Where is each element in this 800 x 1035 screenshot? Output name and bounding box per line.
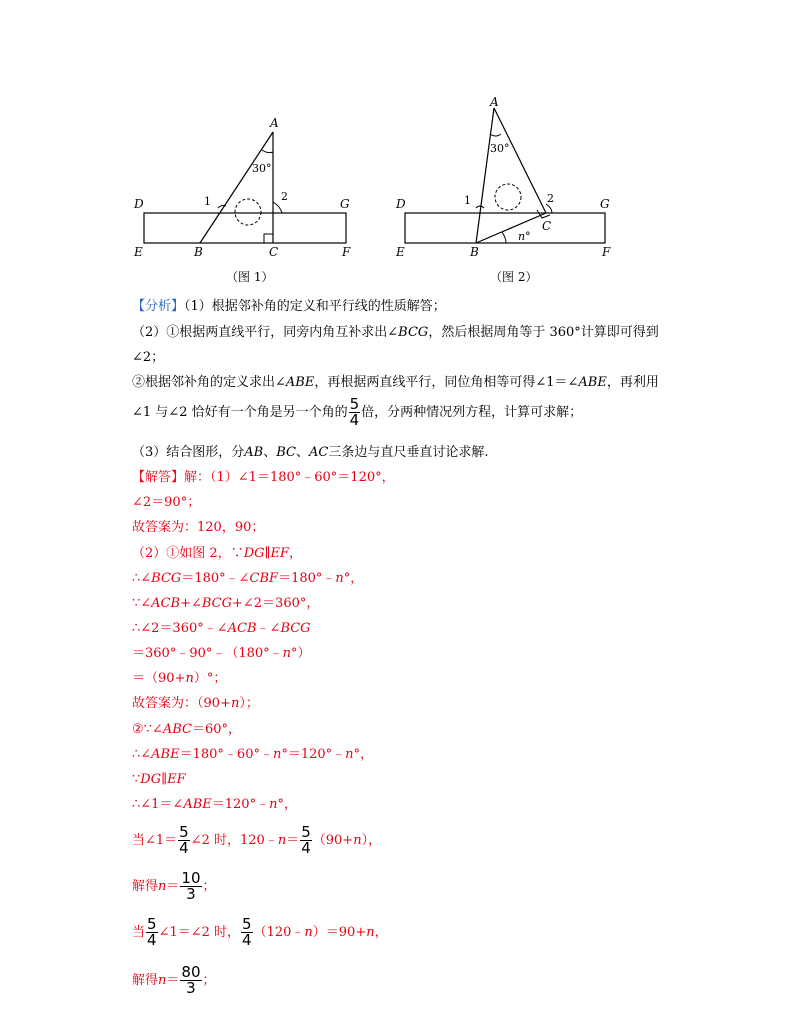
fig1-label-d: D bbox=[134, 197, 144, 211]
fig1-label-f: F bbox=[342, 245, 351, 259]
fig2-label-1: 1 bbox=[464, 194, 471, 207]
fig2-label-d: D bbox=[396, 197, 406, 211]
fig1-label-g: G bbox=[340, 197, 350, 211]
solution-line-4: （2）①如图 2，∵DG∥EF， bbox=[132, 546, 303, 561]
fig2-label-f: F bbox=[602, 245, 611, 259]
solution-line-16: 解得n＝ $\frac{10}{3}$ ； bbox=[132, 869, 216, 903]
fig1-label-a: A bbox=[270, 116, 279, 130]
fig2-label-2: 2 bbox=[547, 192, 554, 205]
fraction-5-4: $\frac{5}{4}$ bbox=[349, 395, 360, 429]
fig1-label-1: 1 bbox=[204, 195, 211, 208]
fig1-label-b: B bbox=[194, 245, 203, 259]
solution-line-12: ∴∠ABE＝180°﹣60°﹣n°＝120°﹣n°， bbox=[132, 747, 374, 762]
solution-tag: 【解答】 bbox=[132, 470, 185, 485]
figure-1-diagram bbox=[130, 110, 370, 290]
fraction-80-3: $\frac{80}{3}$ bbox=[181, 963, 201, 997]
analysis-tag: 【分析】 bbox=[132, 299, 185, 314]
figure-1-caption: （图 1） bbox=[226, 270, 274, 284]
figure-2-caption: （图 2） bbox=[490, 270, 538, 284]
fig2-label-n: n° bbox=[518, 230, 531, 243]
fraction-5-4: $\frac{5}{4}$ bbox=[242, 915, 252, 949]
fig1-angle-label: 30° bbox=[252, 162, 272, 175]
solution-line-11: ②∵∠ABC＝60°， bbox=[132, 722, 242, 737]
solution-line-1: 【解答】解：（1）∠1＝180°﹣60°＝120°， bbox=[132, 470, 395, 485]
fig1-label-2: 2 bbox=[281, 190, 288, 203]
analysis-line-1: 【分析】（1）根据邻补角的定义和平行线的性质解答； bbox=[132, 299, 446, 314]
analysis-line-4: ②根据邻补角的定义求出∠ABE，再根据两直线平行，同位角相等可得∠1＝∠ABE，再利用 bbox=[132, 375, 659, 390]
solution-line-7: ∴∠2＝360°﹣∠ACB﹣∠BCG bbox=[132, 621, 311, 636]
fig2-label-e: E bbox=[396, 245, 405, 259]
solution-line-9: ＝（90+n）°； bbox=[132, 671, 227, 686]
solution-line-13: ∵DG∥EF bbox=[132, 772, 186, 787]
solution-line-17: 当 $\frac{5}{4}$ ∠1＝∠2 时， $\frac{5}{4}$ （120﹣n）＝90+n， bbox=[132, 915, 388, 949]
solution-line-18: 解得n＝ $\frac{80}{3}$ ； bbox=[132, 963, 216, 997]
fig2-label-b: B bbox=[470, 245, 479, 259]
analysis-line-6: （3）结合图形，分AB、BC、AC三条边与直尺垂直讨论求解. bbox=[132, 445, 489, 460]
solution-line-15: 当∠1＝ $\frac{5}{4}$ ∠2 时，120﹣n＝ $\frac{5}{4}$ （90+n）， bbox=[132, 823, 382, 857]
figure-2 bbox=[390, 92, 630, 292]
fig2-label-c: C bbox=[542, 219, 552, 233]
solution-line-8: ＝360°﹣90°﹣（180°﹣n°） bbox=[132, 646, 311, 661]
solution-line-3: 故答案为：120，90； bbox=[132, 520, 265, 535]
fig2-angle-label: 30° bbox=[490, 142, 510, 155]
fraction-5-4: $\frac{5}{4}$ bbox=[147, 915, 157, 949]
fraction-5-4: $\frac{5}{4}$ bbox=[301, 823, 311, 857]
figure-1 bbox=[130, 110, 370, 290]
solution-line-10: 故答案为：（90+n）； bbox=[132, 696, 259, 711]
figure-2-diagram bbox=[390, 92, 630, 292]
fraction-10-3: $\frac{10}{3}$ bbox=[181, 869, 201, 903]
fraction-5-4: $\frac{5}{4}$ bbox=[179, 823, 189, 857]
solution-line-2: ∠2＝90°； bbox=[132, 495, 201, 510]
fig2-label-g: G bbox=[600, 197, 610, 211]
analysis-line-3: ∠2； bbox=[132, 350, 165, 365]
analysis-line-5: ∠1 与∠2 恰好有一个角是另一个角的 $\frac{5}{4}$ 倍，分两种情况列方程，计算可求解； bbox=[132, 395, 583, 429]
solution-line-5: ∴∠BCG＝180°﹣∠CBF＝180°﹣n°， bbox=[132, 571, 364, 586]
fig1-label-e: E bbox=[134, 245, 143, 259]
analysis-line-2: （2）①根据两直线平行，同旁内角互补求出∠BCG，然后根据周角等于 360°计算即可得到 bbox=[132, 325, 659, 340]
solution-line-14: ∴∠1＝∠ABE＝120°﹣n°， bbox=[132, 797, 297, 812]
fig1-label-c: C bbox=[269, 245, 279, 259]
solution-line-6: ∵∠ACB+∠BCG+∠2＝360°， bbox=[132, 596, 320, 611]
fig2-label-a: A bbox=[490, 95, 499, 109]
